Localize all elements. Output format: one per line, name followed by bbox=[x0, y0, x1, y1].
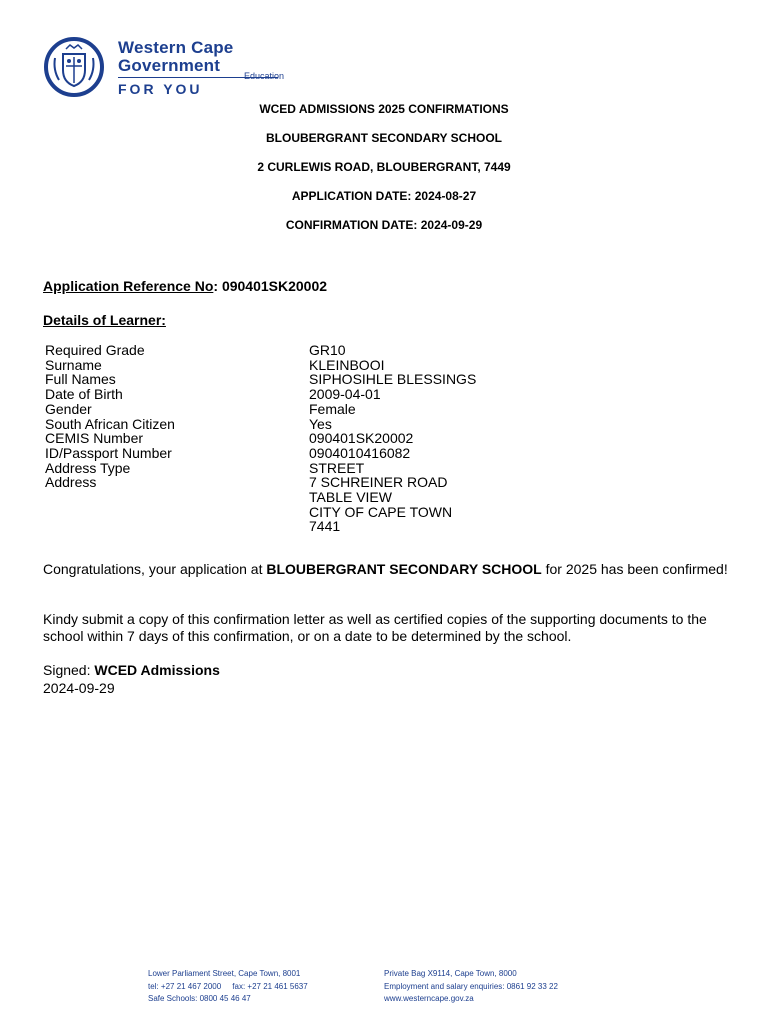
detail-label: ID/Passport Number bbox=[45, 444, 172, 461]
detail-row bbox=[45, 358, 645, 373]
signature-name: WCED Admissions bbox=[94, 662, 220, 678]
detail-value: 0904010416082 bbox=[309, 444, 411, 461]
congrats-suffix: for 2025 has been confirmed! bbox=[541, 561, 728, 577]
detail-value: Yes bbox=[309, 415, 332, 432]
signature-line bbox=[43, 662, 220, 679]
detail-row bbox=[45, 343, 645, 358]
detail-value: 7 SCHREINER ROAD bbox=[309, 474, 448, 491]
logo-department: Education bbox=[244, 71, 285, 81]
document-title: WCED ADMISSIONS 2025 CONFIRMATIONS bbox=[259, 102, 509, 116]
logo-line-1: Western Cape bbox=[118, 38, 234, 57]
detail-row bbox=[45, 372, 645, 387]
detail-row bbox=[45, 446, 645, 461]
detail-value: 7441 bbox=[309, 518, 341, 535]
school-name: BLOUBERGRANT SECONDARY SCHOOL bbox=[265, 131, 502, 145]
detail-row bbox=[45, 461, 645, 476]
signature-label: Signed: bbox=[43, 662, 95, 678]
detail-label bbox=[45, 505, 309, 520]
application-date: APPLICATION DATE: 2024-08-27 bbox=[291, 189, 477, 203]
footer-phone: tel: +27 21 467 2000 fax: +27 21 461 5637 bbox=[148, 981, 308, 991]
detail-row bbox=[45, 417, 645, 432]
detail-value: KLEINBOOI bbox=[309, 356, 385, 373]
detail-value: Female bbox=[309, 400, 356, 417]
detail-row bbox=[45, 387, 645, 402]
detail-label: Gender bbox=[45, 400, 92, 417]
detail-label: South African Citizen bbox=[45, 415, 175, 432]
footer-enquiries: Employment and salary enquiries: 0861 92 33 22 bbox=[384, 981, 558, 991]
detail-value: CITY OF CAPE TOWN bbox=[309, 503, 453, 520]
detail-value: TABLE VIEW bbox=[309, 489, 392, 506]
signature-date: 2024-09-29 bbox=[43, 680, 115, 696]
detail-label: Required Grade bbox=[45, 342, 145, 358]
detail-row bbox=[45, 475, 645, 490]
footer-left bbox=[148, 968, 368, 1006]
footer-website-link[interactable]: www.westerncape.gov.za bbox=[384, 994, 474, 1003]
tagline-for: FOR bbox=[118, 81, 157, 97]
western-cape-government-logo bbox=[44, 36, 294, 100]
detail-value: 090401SK20002 bbox=[309, 430, 414, 447]
detail-row bbox=[45, 490, 645, 505]
logo-line-2: Government bbox=[118, 56, 221, 75]
detail-label: Full Names bbox=[45, 371, 116, 388]
coat-of-arms-icon bbox=[44, 36, 104, 98]
detail-row bbox=[45, 431, 645, 446]
congrats-prefix: Congratulations, your application at bbox=[43, 561, 267, 577]
detail-value: 2009-04-01 bbox=[309, 386, 381, 403]
application-reference bbox=[43, 278, 327, 294]
reference-label: Application Reference No bbox=[43, 278, 214, 294]
detail-row bbox=[45, 519, 645, 534]
detail-label: Date of Birth bbox=[45, 386, 123, 403]
detail-row bbox=[45, 505, 645, 520]
tagline-you: YOU bbox=[163, 81, 203, 97]
learner-details-title: Details of Learner: bbox=[43, 312, 166, 328]
reference-value: 090401SK20002 bbox=[221, 278, 328, 294]
detail-label: CEMIS Number bbox=[45, 430, 144, 447]
school-address: 2 CURLEWIS ROAD, BLOUBERGRANT, 7449 bbox=[257, 160, 511, 174]
footer-right bbox=[384, 968, 644, 1006]
congratulations-message bbox=[43, 561, 733, 578]
submission-instruction: Kindy submit a copy of this confirmation letter as well as certified copies of the supporting documents to the school within 7 days of this confirmation, or on a date to be determined by the school. bbox=[43, 611, 707, 644]
confirmation-date: CONFIRMATION DATE: 2024-09-29 bbox=[285, 218, 483, 232]
detail-value: STREET bbox=[309, 459, 365, 476]
logo-tagline bbox=[118, 81, 203, 97]
learner-details-table bbox=[45, 343, 645, 534]
detail-label: Address Type bbox=[45, 459, 131, 476]
detail-row bbox=[45, 402, 645, 417]
detail-label: Address bbox=[45, 474, 97, 491]
footer-postal: Private Bag X9114, Cape Town, 8000 bbox=[384, 969, 517, 978]
detail-label bbox=[45, 519, 309, 534]
detail-value: GR10 bbox=[309, 342, 346, 358]
congrats-school: BLOUBERGRANT SECONDARY SCHOOL bbox=[266, 561, 542, 577]
detail-value: SIPHOSIHLE BLESSINGS bbox=[309, 371, 477, 388]
detail-label bbox=[45, 490, 309, 505]
footer-safe-schools: Safe Schools: 0800 45 46 47 bbox=[148, 994, 251, 1003]
detail-label: Surname bbox=[45, 356, 102, 373]
footer-address: Lower Parliament Street, Cape Town, 8001 bbox=[148, 969, 301, 978]
reference-separator: : bbox=[213, 278, 219, 294]
